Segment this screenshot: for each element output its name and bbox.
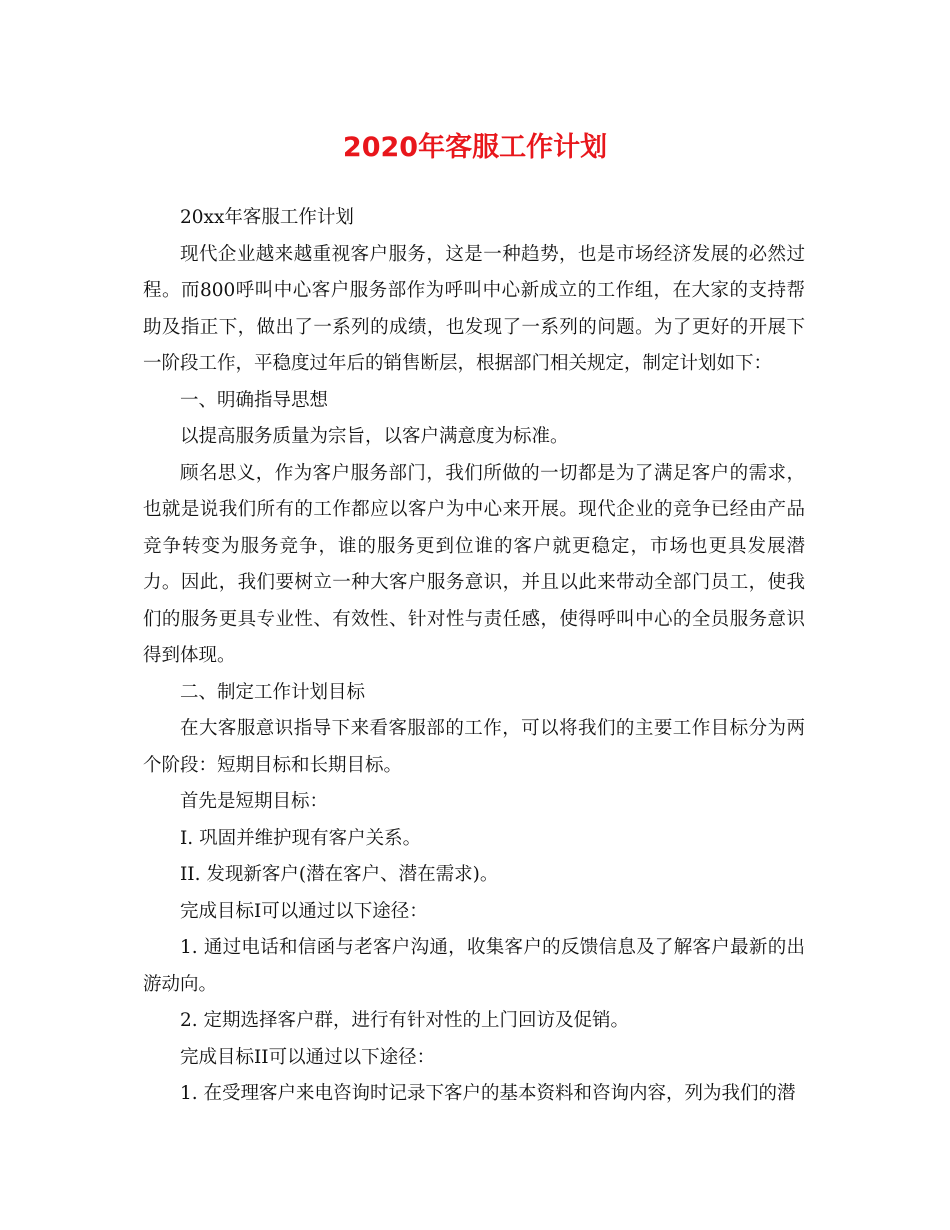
- paragraph-intro: 现代企业越来越重视客户服务，这是一种趋势，也是市场经济发展的必然过程。而800呼叫中心客户服务部作为呼叫中心新成立的工作组，在大家的支持帮助及指正下，做出了一系列的成绩，也发现了一系列的问题。为了更好的开展下一阶段工作，平稳度过年后的销售断层，根据部门相关规定，制定计划如下：: [143, 243, 805, 374]
- list-item: II. 发现新客户(潜在客户、潜在需求)。: [180, 864, 499, 885]
- paragraph: 首先是短期目标：: [180, 791, 329, 812]
- list-item: 2. 定期选择客户群，进行有针对性的上门回访及促销。: [180, 1010, 630, 1031]
- paragraph-subtitle: 20xx年客服工作计划: [180, 207, 354, 228]
- section-heading-2: 二、制定工作计划目标: [180, 681, 366, 703]
- document-body: [143, 200, 805, 1113]
- list-item: 1. 通过电话和信函与老客户沟通，收集客户的反馈信息及了解客户最新的出游动向。: [143, 937, 805, 995]
- list-item: 1. 在受理客户来电咨询时记录下客户的基本资料和咨询内容，列为我们的潜: [180, 1083, 796, 1104]
- paragraph: 在大客服意识指导下来看客服部的工作，可以将我们的主要工作目标分为两个阶段：短期目标和长期目标。: [143, 718, 805, 776]
- paragraph: 以提高服务质量为宗旨，以客户满意度为标准。: [180, 426, 569, 447]
- paragraph: 顾名思义，作为客户服务部门，我们所做的一切都是为了满足客户的需求，也就是说我们所有的工作都应以客户为中心来开展。现代企业的竞争已经由产品竞争转变为服务竞争，谁的服务更到位谁的客户就更稳定，市场也更具发展潜力。因此，我们要树立一种大客户服务意识，并且以此来带动全部门员工，使我们的服务更具专业性、有效性、针对性与责任感，使得呼叫中心的全员服务意识得到体现。: [143, 462, 805, 666]
- document-title: 2020年客服工作计划: [342, 132, 608, 163]
- paragraph: 完成目标I可以通过以下途径：: [180, 900, 428, 922]
- paragraph: 完成目标II可以通过以下途径：: [180, 1046, 436, 1068]
- section-heading-1: 一、明确指导思想: [180, 389, 329, 411]
- list-item: I. 巩固并维护现有客户关系。: [180, 827, 422, 849]
